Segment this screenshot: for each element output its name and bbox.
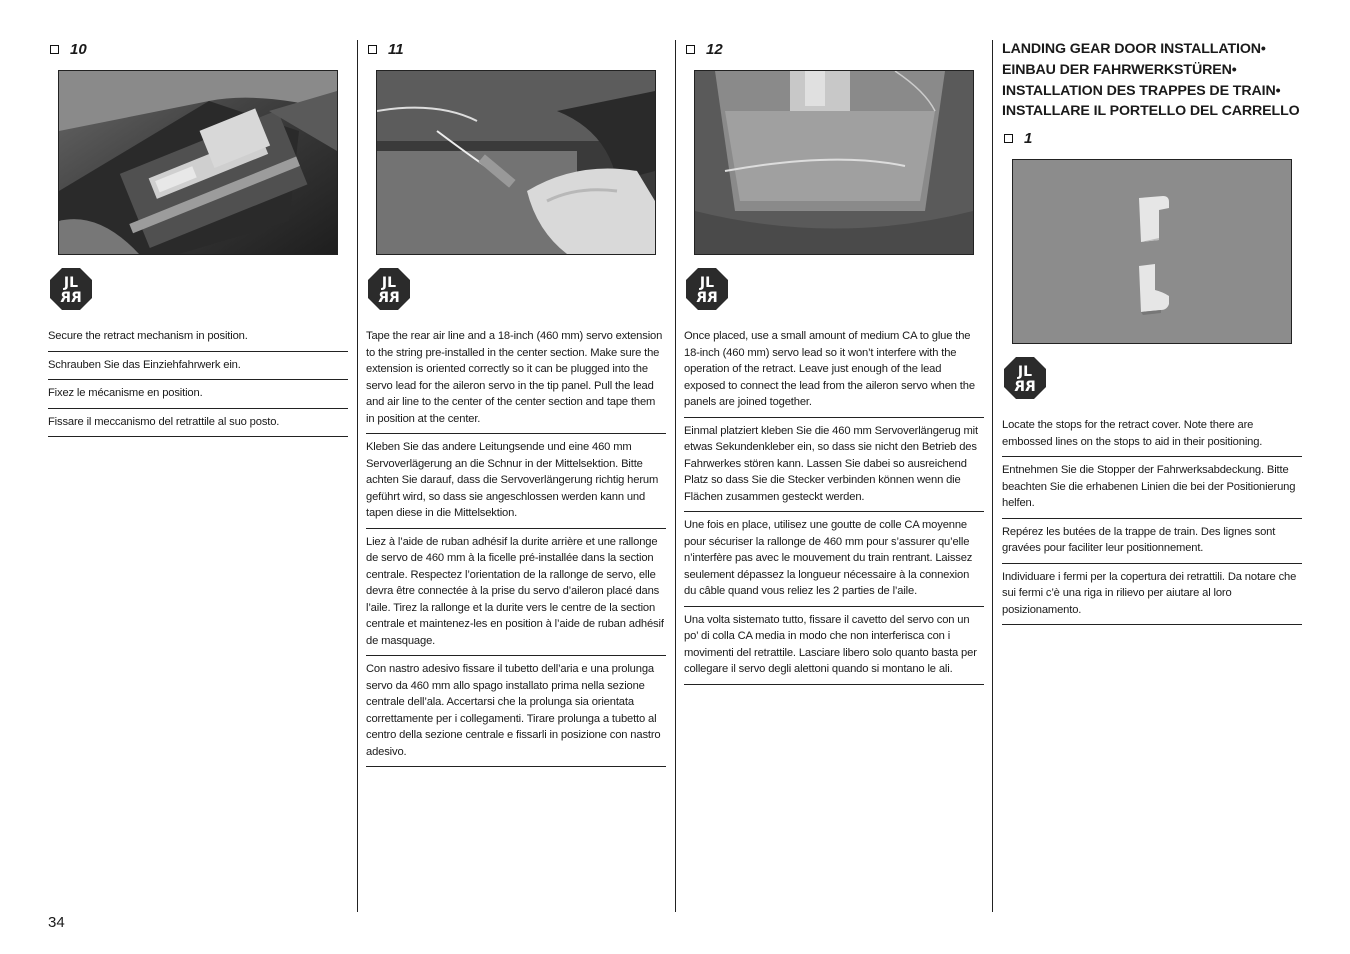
step-header (684, 40, 984, 58)
svg-text:RR: RR (60, 290, 82, 306)
instructions (1002, 412, 1302, 625)
column-divider (357, 40, 358, 912)
svg-text:RR: RR (378, 290, 400, 306)
step-header (48, 40, 348, 58)
instruction-it: Fissare il meccanismo del retrattile al suo posto. (48, 409, 348, 438)
door-stops-photo (1012, 159, 1292, 344)
instruction-fr: Une fois en place, utilisez une goutte de colle CA moyenne pour sécuriser la rallonge de 460 mm pour s’assurer qu’elle n’interfère pas avec le mouvement du train rentrant. Laissez seulement dépassez la longueur nécessaire à la connexion du câble quand vous reliez les 2 parties de l’aile. (684, 512, 984, 607)
step-10-column (48, 40, 348, 437)
instruction-de: Kleben Sie das andere Leitungsende und eine 460 mm Servoverlägerung an die Schnur in der Mittelsektion. Bitte achten Sie darauf, dass die Servoverlängerung richtig herum geführt wird, so dass sie angeschlossen werden kann und tapen diese in die Mittelsektion. (366, 434, 666, 529)
step-header (366, 40, 666, 58)
step-number: 11 (388, 40, 404, 58)
instruction-fr: Repérez les butées de la trappe de train. Des lignes sont gravées pour faciliter leur positionnement. (1002, 519, 1302, 564)
step-11-column (366, 40, 666, 767)
heading-line-de: EINBAU DER FAHRWERKSTÜREN• (1002, 61, 1237, 78)
instructions (684, 323, 984, 685)
checkbox-icon[interactable] (50, 45, 59, 54)
checkbox-icon[interactable] (368, 45, 377, 54)
page-number: 34 (48, 914, 65, 931)
step-number: 1 (1024, 129, 1033, 147)
checkbox-icon[interactable] (686, 45, 695, 54)
svg-text:RR: RR (696, 290, 718, 306)
svg-text:JL: JL (1017, 364, 1033, 381)
instructions (48, 323, 348, 437)
step-number: 12 (706, 40, 723, 58)
section-heading (1002, 39, 1302, 122)
retract-mechanism-photo (58, 70, 338, 255)
instruction-en: Tape the rear air line and a 18-inch (460 mm) servo extension to the string pre-installed in the center section. Make sure the extension is oriented correctly so it can be plugged into the servo lead for the aileron servo in the tip panel. Pull the lead and air line to the center of the center section and tape them in position at the center. (366, 323, 666, 434)
instruction-it: Con nastro adesivo fissare il tubetto dell’aria e una prolunga servo da 460 mm allo spago installato prima nella sezione centrale dell’ala. Accertarsi che la prolunga sia orientata correttamente per i collegamenti. Tirare prolunga a tubetto al centro della sezione centrale e fissarli in posizione con nastro adesivo. (366, 656, 666, 767)
heading-line-it: INSTALLARE IL PORTELLO DEL CARRELLO (1002, 103, 1300, 120)
jr-logo-icon (367, 267, 411, 311)
instruction-en: Once placed, use a small amount of medium CA to glue the 18-inch (460 mm) servo lead so it won’t interfere with the operation of the retract. Leave just enough of the lead exposed to connect the lead from the aileron servo when the panels are joined together. (684, 323, 984, 418)
svg-text:JL: JL (699, 275, 715, 291)
instruction-en: Secure the retract mechanism in position. (48, 323, 348, 352)
landing-gear-door-column (1002, 40, 1302, 625)
instruction-fr: Fixez le mécanisme en position. (48, 380, 348, 409)
instruction-de: Entnehmen Sie die Stopper der Fahrwerksabdeckung. Bitte beachten Sie die erhabenen Linien die bei der Positionierung helfen. (1002, 457, 1302, 519)
servo-extension-photo (376, 70, 656, 255)
step-12-column (684, 40, 984, 685)
instruction-fr: Liez à l’aide de ruban adhésif la durite arrière et une rallonge de servo de 460 mm à la ficelle pré-installée dans la section centrale. Respectez l’orientation de la rallonge de servo, elle devra être connectée à la prise du servo d’aileron placé dans l’aile. Tirez la rallonge et la durite vers le centre de la section centrale et maintenez-les en position à l’aide de ruban adhésif de masquage. (366, 529, 666, 657)
jr-logo-icon (1003, 356, 1047, 400)
svg-text:JL: JL (63, 275, 79, 291)
jr-logo-icon (685, 267, 729, 311)
step-number: 10 (70, 40, 87, 58)
instruction-it: Una volta sistemato tutto, fissare il cavetto del servo con un po’ di colla CA media in modo che non interferisca con i movimenti del retrattile. Lasciare libero solo quanto basta per collegare il servo degli alettoni quando si montano le ali. (684, 607, 984, 685)
servo-lead-glue-photo (694, 70, 974, 255)
checkbox-icon[interactable] (1004, 134, 1013, 143)
instruction-en: Locate the stops for the retract cover. Note there are embossed lines on the stops to aid in their positioning. (1002, 412, 1302, 457)
instruction-de: Einmal platziert kleben Sie die 460 mm Servoverlängerug mit etwas Sekundenkleber ein, so dass sie nicht den Betrieb des Fahrwerkes stören kann. Lassen Sie dabei so ausreichend Platz so dass Sie die Stecker verbinden können wenn die Flächen zusammen gesteckt werden. (684, 418, 984, 513)
jr-logo-icon (49, 267, 93, 311)
svg-text:RR: RR (1014, 379, 1036, 396)
svg-text:JL: JL (381, 275, 397, 291)
step-header (1002, 129, 1302, 147)
column-divider (992, 40, 993, 912)
instruction-de: Schrauben Sie das Einziehfahrwerk ein. (48, 352, 348, 381)
heading-line-en: LANDING GEAR DOOR INSTALLATION• (1002, 41, 1266, 57)
instruction-it: Individuare i fermi per la copertura dei retrattili. Da notare che sui fermi c’è una riga in rilievo per aiutare al loro posizionamento. (1002, 564, 1302, 626)
heading-line-fr: INSTALLATION DES TRAPPES DE TRAIN• (1002, 82, 1281, 99)
column-divider (675, 40, 676, 912)
instructions (366, 323, 666, 767)
